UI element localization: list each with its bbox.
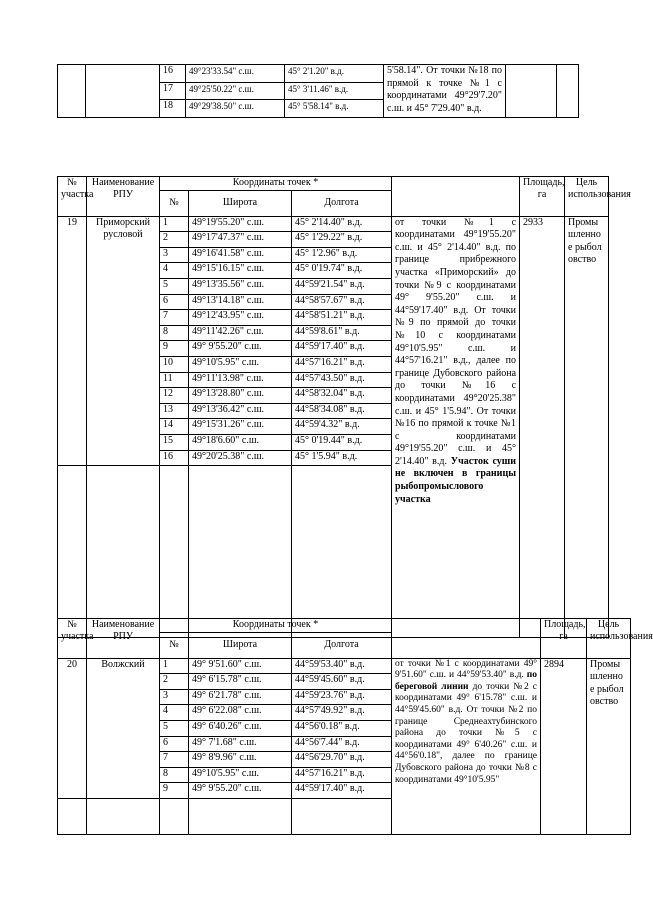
point-number: 14 xyxy=(160,419,189,435)
header-empty xyxy=(392,177,520,217)
boundary-description xyxy=(392,658,541,834)
point-number: 2 xyxy=(160,232,189,248)
point-number: 8 xyxy=(160,767,189,783)
coordinate-row xyxy=(58,658,631,674)
area-value: 2933 xyxy=(520,216,565,638)
latitude-cell: 49°20'25.38" с.ш. xyxy=(189,450,292,466)
point-number: 18 xyxy=(160,100,186,118)
latitude-cell: 49°13'28.80" с.ш. xyxy=(189,388,292,404)
filler-cell xyxy=(292,798,392,834)
point-number: 13 xyxy=(160,403,189,419)
latitude-cell: 49° 6'15.78" с.ш. xyxy=(189,674,292,690)
point-number: 1 xyxy=(160,658,189,674)
point-number: 16 xyxy=(160,450,189,466)
longitude-cell: 44°57'16.21" в.д. xyxy=(292,356,392,372)
point-number: 6 xyxy=(160,294,189,310)
point-number: 4 xyxy=(160,705,189,721)
point-number: 10 xyxy=(160,356,189,372)
header-empty xyxy=(392,619,541,659)
header-latitude: Широта xyxy=(189,190,292,216)
latitude-cell: 49° 8'9.96" с.ш. xyxy=(189,752,292,768)
longitude-cell: 44°56'0.18" в.д. xyxy=(292,720,392,736)
point-number: 3 xyxy=(160,689,189,705)
longitude-cell: 45° 0'19.74" в.д. xyxy=(292,263,392,279)
boundary-description: 5'58.14". От точки №18 по прямой к точке №1 с координатами 49°29'7.20" с.ш. и 45° 7'29.40" в.д. xyxy=(384,65,506,118)
description-bold-note: Участок суши не включен в границы рыбопромыслового участка xyxy=(395,455,517,505)
description-bold-note: по береговой линии xyxy=(395,670,538,692)
point-number: 5 xyxy=(160,720,189,736)
point-number: 2 xyxy=(160,674,189,690)
latitude-cell: 49°16'41.58" с.ш. xyxy=(189,247,292,263)
latitude-cell: 49° 6'22.08" с.ш. xyxy=(189,705,292,721)
filler-cell xyxy=(160,466,189,638)
header-area: Площадь, га xyxy=(520,177,565,217)
latitude-cell: 49°10'5.95" с.ш. xyxy=(189,767,292,783)
header-coordinates: Координаты точек * xyxy=(160,619,392,633)
description-text: от точки №1 с координатами 49°19'55.20" с.ш. и 45° 2'14.40" в.д. по границе прибрежного участка «Приморский» до точки №9 с координатами 49° 9'55.20" с.ш. и 44°59'17.40" в.д. От точки №9 по прямой до точки №10 с координатами 49°10'5.95" с.ш. и 44°57'16.21" в.д., далее по границе Дубовского района до точки №16 с координатами 49°20'25.38" с.ш. и 45° 1'5.94". От точки №16 по прямой к точке №1 с координатами 49°19'55.20" с.ш. и 45° 2'14.40" в.д. xyxy=(395,216,517,467)
point-number: 17 xyxy=(160,82,186,100)
filler-cell xyxy=(189,798,292,834)
longitude-cell: 44°56'7.44" в.д. xyxy=(292,736,392,752)
filler-cell xyxy=(58,798,87,834)
num-cell xyxy=(58,65,86,118)
header-purpose: Цель использования xyxy=(565,177,609,217)
latitude-cell: 49°18'6.60" с.ш. xyxy=(189,434,292,450)
point-number: 3 xyxy=(160,247,189,263)
longitude-cell: 44°57'16.21" в.д. xyxy=(292,767,392,783)
longitude-cell: 44°58'57.67" в.д. xyxy=(292,294,392,310)
latitude-cell: 49°11'42.26" с.ш. xyxy=(189,325,292,341)
description-text: от точки №1 с координатами 49° 9'51.60" с.ш. и 44°59'53.40" в.д. xyxy=(395,658,538,681)
header-longitude: Долгота xyxy=(292,632,392,658)
header-plot-number: № участка xyxy=(58,619,87,659)
latitude-cell: 49°23'33.54" с.ш. xyxy=(186,65,285,83)
longitude-cell: 45° 1'5.94" в.д. xyxy=(292,450,392,466)
latitude-cell: 49°29'38.50" с.ш. xyxy=(186,100,285,118)
plot-name: Приморский русловой xyxy=(87,216,160,466)
latitude-cell: 49°13'35.56" с.ш. xyxy=(189,278,292,294)
longitude-cell: 45° 1'29.22" в.д. xyxy=(292,232,392,248)
area-value: 2894 xyxy=(541,658,587,834)
longitude-cell: 44°59'23.76" в.д. xyxy=(292,689,392,705)
header-name: Наименование РПУ xyxy=(87,177,160,217)
longitude-cell: 44°58'32.04" в.д. xyxy=(292,388,392,404)
filler-cell xyxy=(292,466,392,638)
point-number: 8 xyxy=(160,325,189,341)
purpose-cell xyxy=(557,65,579,118)
filler-cell xyxy=(87,466,160,638)
longitude-cell: 45° 2'1.20" в.д. xyxy=(285,65,384,83)
longitude-cell: 44°59'8.61" в.д. xyxy=(292,325,392,341)
point-number: 9 xyxy=(160,783,189,799)
latitude-cell: 49°10'5.95" с.ш. xyxy=(189,356,292,372)
latitude-cell: 49° 7'1.68" с.ш. xyxy=(189,736,292,752)
header-plot-number: № участка xyxy=(58,177,87,217)
longitude-cell: 44°58'51.21" в.д. xyxy=(292,310,392,326)
longitude-cell: 44°59'17.40" в.д. xyxy=(292,341,392,357)
point-number: 15 xyxy=(160,434,189,450)
plot-name: Волжский xyxy=(87,658,160,798)
longitude-cell: 44°59'45.60" в.д. xyxy=(292,674,392,690)
latitude-cell: 49°25'50.22" с.ш. xyxy=(186,82,285,100)
filler-cell xyxy=(58,466,87,638)
purpose-value: Промышленное рыболовство xyxy=(587,658,631,834)
point-number: 4 xyxy=(160,263,189,279)
latitude-cell: 49°15'31.26" с.ш. xyxy=(189,419,292,435)
description-text-continued: до точки №2 с координатами 49° 6'15.78" с.ш. и 44°59'45.60" в.д. От точки №2 по границе Среднеахтубинского района до точки №5 с координатами 49° 6'40.26" с.ш. и 44°56'0.18", далее по границе Дубовского района до точки №8 с координатами 49°10'5.95" xyxy=(395,681,538,785)
plot-20-table xyxy=(57,618,653,835)
point-number: 11 xyxy=(160,372,189,388)
area-cell xyxy=(506,65,557,118)
name-cell xyxy=(86,65,160,118)
point-number: 6 xyxy=(160,736,189,752)
header-purpose: Цель использования xyxy=(587,619,631,659)
longitude-cell: 45° 1'2.96" в.д. xyxy=(292,247,392,263)
latitude-cell: 49° 9'55.20" с.ш. xyxy=(189,783,292,799)
point-number: 5 xyxy=(160,278,189,294)
latitude-cell: 49°19'55.20" с.ш. xyxy=(189,216,292,232)
point-number: 7 xyxy=(160,310,189,326)
latitude-cell: 49°13'14.18" с.ш. xyxy=(189,294,292,310)
longitude-cell: 45° 3'11.46" в.д. xyxy=(285,82,384,100)
plot-number: 20 xyxy=(58,658,87,798)
longitude-cell: 45° 0'19.44" в.д. xyxy=(292,434,392,450)
latitude-cell: 49° 9'55.20" с.ш. xyxy=(189,341,292,357)
longitude-cell: 44°58'34.08" в.д. xyxy=(292,403,392,419)
latitude-cell: 49° 6'21.78" с.ш. xyxy=(189,689,292,705)
longitude-cell: 45° 2'14.40" в.д. xyxy=(292,216,392,232)
header-point-number: № xyxy=(160,190,189,216)
latitude-cell: 49°12'43.95" с.ш. xyxy=(189,310,292,326)
header-point-number: № xyxy=(160,632,189,658)
longitude-cell: 44°57'43.50" в.д. xyxy=(292,372,392,388)
boundary-description xyxy=(392,216,520,638)
point-number: 7 xyxy=(160,752,189,768)
plot-19-table xyxy=(57,176,631,638)
filler-cell xyxy=(87,798,160,834)
purpose-value: Промышленное рыболовство xyxy=(565,216,609,638)
longitude-cell: 44°57'49.92" в.д. xyxy=(292,705,392,721)
longitude-cell: 44°59'4.32" в.д. xyxy=(292,419,392,435)
filler-cell xyxy=(189,466,292,638)
longitude-cell: 44°59'17.40" в.д. xyxy=(292,783,392,799)
header-area: Площадь, га xyxy=(541,619,587,659)
latitude-cell: 49°11'13.98" с.ш. xyxy=(189,372,292,388)
longitude-cell: 44°59'53.40" в.д. xyxy=(292,658,392,674)
point-number: 1 xyxy=(160,216,189,232)
continued-table xyxy=(57,64,579,118)
longitude-cell: 44°56'29.70" в.д. xyxy=(292,752,392,768)
filler-cell xyxy=(160,798,189,834)
latitude-cell: 49° 9'51.60" с.ш. xyxy=(189,658,292,674)
header-name: Наименование РПУ xyxy=(87,619,160,659)
plot-number: 19 xyxy=(58,216,87,466)
latitude-cell: 49° 6'40.26" с.ш. xyxy=(189,720,292,736)
latitude-cell: 49°17'47.37" с.ш. xyxy=(189,232,292,248)
header-latitude: Широта xyxy=(189,632,292,658)
header-coordinates: Координаты точек * xyxy=(160,177,392,191)
point-number: 12 xyxy=(160,388,189,404)
longitude-cell: 45° 5'58.14" в.д. xyxy=(285,100,384,118)
coordinate-row xyxy=(58,216,609,232)
header-longitude: Долгота xyxy=(292,190,392,216)
longitude-cell: 44°59'21.54" в.д. xyxy=(292,278,392,294)
latitude-cell: 49°15'16.15" с.ш. xyxy=(189,263,292,279)
latitude-cell: 49°13'36.42" с.ш. xyxy=(189,403,292,419)
point-number: 16 xyxy=(160,65,186,83)
point-number: 9 xyxy=(160,341,189,357)
